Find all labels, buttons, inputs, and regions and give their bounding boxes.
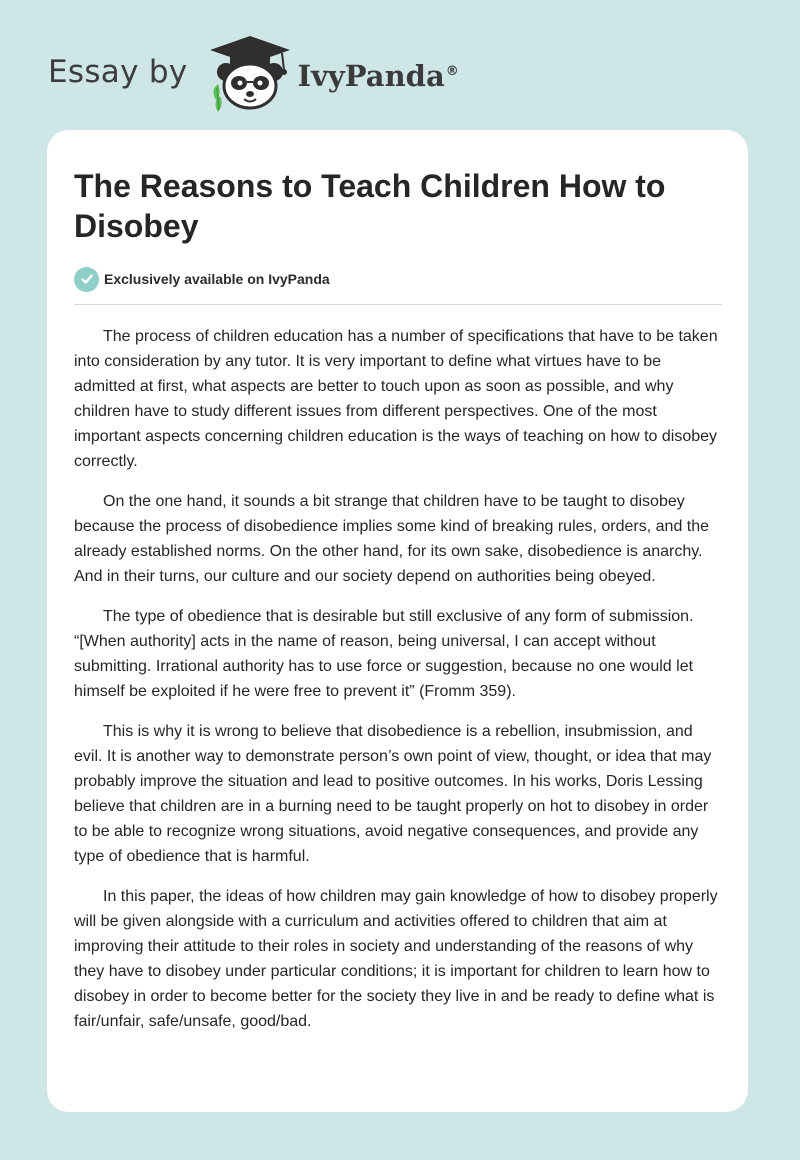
brand-text: IvyPanda [297,59,445,93]
exclusive-label: Exclusively available on IvyPanda [104,271,330,287]
panda-graduate-icon [204,32,296,112]
paragraph: This is why it is wrong to believe that disobedience is a rebellion, insubmission, and evil. It is another way to demonstrate person’s own point of view, thought, or idea that may probably improve the situation and lead to positive outcomes. In his works, Doris Lessing believe that children are in a burning need to be taught properly on hot to disobey in order to be able to recognize wrong situations, avoid negative consequences, and provide any type of obedience that is harmful. [74,723,712,865]
paragraph: In this paper, the ideas of how children may gain knowledge of how to disobey properly will be given alongside with a curriculum and activities offered to children that aim at improving their attitude to their roles in society and understanding of the reasons of why they have to disobey under particular conditions; it is important for children to learn how to disobey in order to become better for the society they live in and be ready to define what is fair/unfair, safe/unsafe, good/bad. [74,888,718,1030]
essay-body [74,324,722,1034]
exclusive-badge [74,266,722,292]
brand-name [298,59,459,93]
divider [74,304,722,305]
site-header [48,32,459,112]
check-icon [74,267,99,292]
paragraph: The process of children education has a number of specifications that have to be taken into consideration by any tutor. It is very important to define what virtues have to be admitted at first, what aspects are better to touch upon as soon as possible, and why children have to study different issues from different perspectives. One of the most important aspects concerning children education is the ways of teaching on how to disobey correctly. [74,328,718,470]
essay-card [47,130,748,1112]
essay-by-label: Essay by [48,54,188,90]
trademark-symbol: ® [445,64,459,80]
paragraph: On the one hand, it sounds a bit strange that children have to be taught to disobey because the process of disobedience implies some kind of breaking rules, orders, and the already established norms. On the other hand, for its own sake, disobedience is anarchy. And in their turns, our culture and our society depend on authorities being obeyed. [74,493,710,585]
paragraph: The type of obedience that is desirable but still exclusive of any form of submission. “[When authority] acts in the name of reason, being universal, I can accept without submitting. Irrational authority has to use force or suggestion, because no one would let himself be exploited if he were free to prevent it” (Fromm 359). [74,608,694,700]
essay-title: The Reasons to Teach Children How to Disobey [74,168,666,244]
